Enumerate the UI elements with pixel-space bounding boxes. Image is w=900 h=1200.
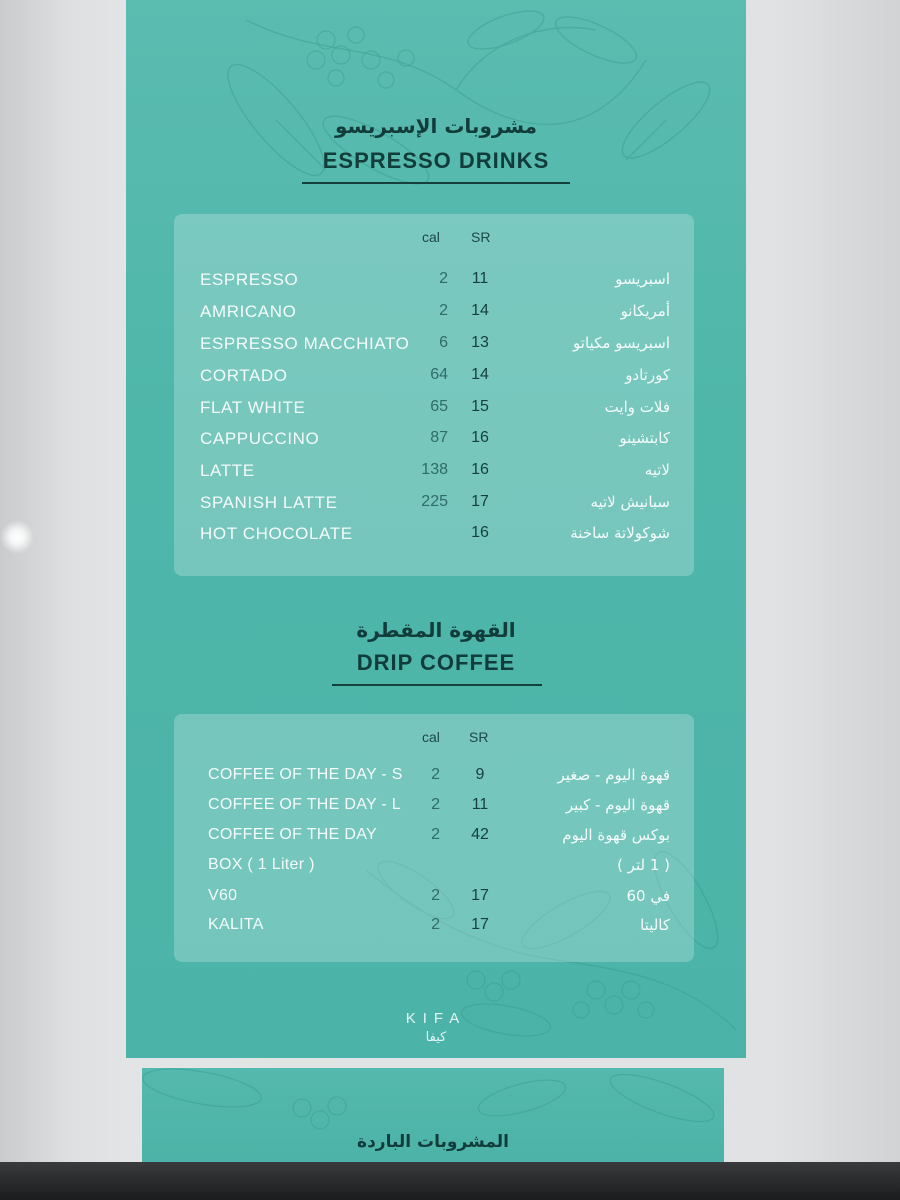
item-calories: 225 bbox=[421, 493, 448, 510]
menu-item-row[interactable] bbox=[174, 916, 694, 940]
drip-section-divider bbox=[332, 684, 542, 686]
espresso-section-title: ESPRESSO DRINKS bbox=[322, 148, 550, 173]
item-name-en: V60 bbox=[208, 887, 238, 904]
brand-logo-arabic: كيفا bbox=[425, 1030, 447, 1045]
menu-item-row[interactable] bbox=[174, 493, 694, 517]
item-name-en: AMRICANO bbox=[200, 302, 297, 321]
item-calories: 2 bbox=[431, 766, 440, 783]
espresso-section-divider bbox=[302, 182, 570, 184]
item-price: 17 bbox=[471, 916, 489, 933]
column-header-calories: cal bbox=[422, 229, 440, 245]
menu-item-row[interactable] bbox=[174, 334, 694, 358]
item-name-ar: أمريكانو bbox=[620, 302, 670, 320]
item-calories: 65 bbox=[430, 398, 448, 415]
item-name-en: COFFEE OF THE DAY - L bbox=[208, 796, 401, 813]
menu-item-row[interactable] bbox=[174, 796, 694, 820]
item-calories: 87 bbox=[430, 429, 448, 446]
item-name-ar: شوكولاتة ساخنة bbox=[570, 524, 670, 542]
item-calories: 2 bbox=[431, 916, 440, 933]
column-header-price-sr: SR bbox=[471, 229, 491, 245]
menu-page-cold-drinks[interactable] bbox=[142, 1068, 724, 1168]
item-name-en: FLAT WHITE bbox=[200, 398, 306, 417]
item-name-en: HOT CHOCOLATE bbox=[200, 524, 353, 543]
column-header-calories: cal bbox=[422, 729, 440, 745]
cold-drinks-section-title-arabic: المشروبات الباردة bbox=[357, 1132, 509, 1152]
menu-item-row[interactable] bbox=[174, 524, 694, 548]
item-name-en: COFFEE OF THE DAY - S bbox=[208, 766, 403, 783]
item-name-ar: في 60 bbox=[626, 887, 670, 905]
item-name-ar: لاتيه bbox=[644, 461, 670, 479]
item-calories: 2 bbox=[431, 796, 440, 813]
item-name-ar: كورتادو bbox=[625, 366, 670, 384]
item-price: 9 bbox=[475, 766, 485, 783]
drip-section-title: DRIP COFFEE bbox=[356, 650, 516, 675]
menu-item-row[interactable] bbox=[174, 461, 694, 485]
item-price: 11 bbox=[471, 270, 489, 287]
menu-page-hot-drinks[interactable] bbox=[126, 0, 746, 1058]
item-name-ar: ( 1 لتر ) bbox=[617, 856, 670, 874]
item-name-en: ESPRESSO MACCHIATO bbox=[200, 334, 410, 353]
item-price: 11 bbox=[471, 796, 489, 813]
item-name-en: KALITA bbox=[208, 916, 264, 933]
coffee-branch-illustration-next-page bbox=[142, 1068, 724, 1168]
item-calories: 6 bbox=[439, 334, 448, 351]
item-calories: 138 bbox=[421, 461, 448, 478]
item-price: 17 bbox=[471, 493, 489, 510]
espresso-section-title-arabic: مشروبات الإسبريسو bbox=[334, 114, 538, 138]
drip-section-title-arabic: القهوة المقطرة bbox=[356, 618, 516, 642]
item-name-ar: كاليتا bbox=[640, 916, 670, 934]
item-name-en: SPANISH LATTE bbox=[200, 493, 338, 512]
item-price: 13 bbox=[471, 334, 489, 351]
screen-bezel bbox=[0, 1162, 900, 1200]
item-name-ar: اسبريسو bbox=[615, 270, 670, 288]
item-calories: 64 bbox=[430, 366, 448, 383]
item-price: 42 bbox=[471, 826, 489, 843]
item-calories: 2 bbox=[439, 270, 448, 287]
menu-item-row[interactable] bbox=[174, 429, 694, 453]
item-price: 16 bbox=[471, 524, 489, 541]
item-name-ar: سبانيش لاتيه bbox=[590, 493, 670, 511]
item-name-en: CAPPUCCINO bbox=[200, 429, 320, 448]
menu-item-row[interactable] bbox=[174, 366, 694, 390]
column-header-price-sr: SR bbox=[469, 729, 489, 745]
item-name-ar: قهوة اليوم - كبير bbox=[565, 796, 670, 814]
menu-item-row[interactable] bbox=[174, 887, 694, 911]
item-name-ar: قهوة اليوم - صغير bbox=[557, 766, 670, 784]
item-calories: 2 bbox=[431, 826, 440, 843]
item-price: 16 bbox=[471, 429, 489, 446]
menu-item-row[interactable] bbox=[174, 856, 694, 880]
menu-item-row[interactable] bbox=[174, 302, 694, 326]
item-price: 14 bbox=[471, 302, 489, 319]
drip-price-card bbox=[174, 714, 694, 962]
item-name-en: ESPRESSO bbox=[200, 270, 299, 289]
espresso-price-card bbox=[174, 214, 694, 576]
brand-logo-latin: KIFA bbox=[405, 1010, 467, 1027]
item-calories: 2 bbox=[439, 302, 448, 319]
item-price: 14 bbox=[471, 366, 489, 383]
menu-item-row[interactable] bbox=[174, 398, 694, 422]
item-price: 15 bbox=[471, 398, 489, 415]
menu-item-row[interactable] bbox=[174, 270, 694, 294]
item-price: 16 bbox=[471, 461, 489, 478]
menu-item-row[interactable] bbox=[174, 766, 694, 790]
item-name-ar: فلات وايت bbox=[604, 398, 670, 416]
item-name-ar: كابتشينو bbox=[619, 429, 670, 447]
screen-glare bbox=[0, 520, 34, 554]
item-calories: 2 bbox=[431, 887, 440, 904]
item-name-en: LATTE bbox=[200, 461, 255, 480]
menu-item-row[interactable] bbox=[174, 826, 694, 850]
item-name-en: COFFEE OF THE DAY bbox=[208, 826, 377, 843]
item-name-ar: اسبريسو مكياتو bbox=[573, 334, 670, 352]
item-name-ar: بوكس قهوة اليوم bbox=[562, 826, 670, 844]
item-name-en: CORTADO bbox=[200, 366, 288, 385]
item-name-en: BOX ( 1 Liter ) bbox=[208, 856, 315, 873]
item-price: 17 bbox=[471, 887, 489, 904]
